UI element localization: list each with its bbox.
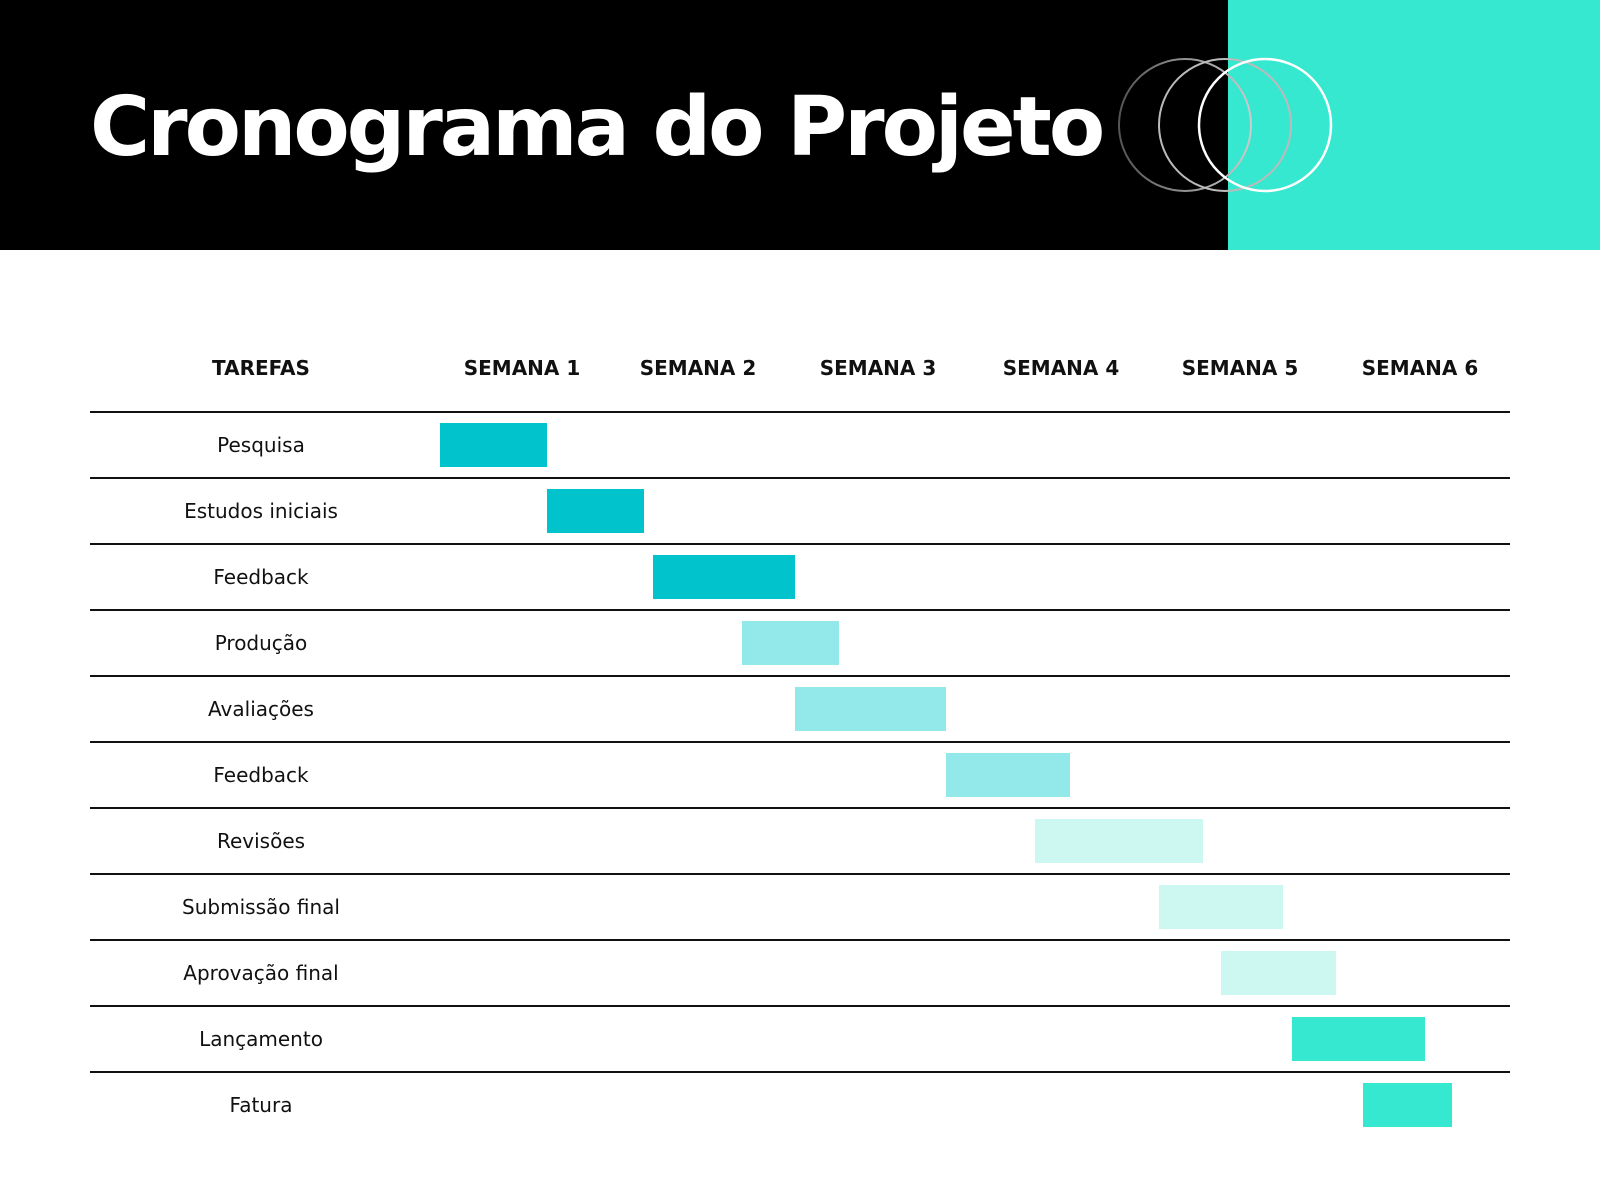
task-label: Feedback (213, 763, 309, 787)
task-label: Produção (214, 631, 308, 655)
task-label: Avaliações (208, 697, 314, 721)
page-title: Cronograma do Projeto (90, 80, 1103, 175)
row-separator (90, 609, 1510, 611)
task-label: Estudos iniciais (184, 499, 338, 523)
task-label: Lançamento (199, 1027, 323, 1051)
task-bar (440, 423, 547, 467)
week-header: SEMANA 6 (1361, 356, 1479, 380)
task-label: Aprovação final (183, 961, 339, 985)
week-header: SEMANA 4 (1002, 356, 1120, 380)
row-separator (90, 741, 1510, 743)
row-separator (90, 543, 1510, 545)
week-header: SEMANA 2 (639, 356, 757, 380)
circle-outline (1159, 59, 1291, 191)
task-bar (653, 555, 795, 599)
task-bar (1363, 1083, 1452, 1127)
week-header: SEMANA 5 (1181, 356, 1299, 380)
task-bar (1035, 819, 1204, 863)
row-separator (90, 477, 1510, 479)
row-separator (90, 1071, 1510, 1073)
task-bar (1159, 885, 1283, 929)
row-separator (90, 939, 1510, 941)
row-separator (90, 1005, 1510, 1007)
week-header: SEMANA 3 (819, 356, 937, 380)
task-label: Feedback (213, 565, 309, 589)
task-bar (946, 753, 1070, 797)
task-bar (742, 621, 840, 665)
row-separator (90, 675, 1510, 677)
circle-outline (1199, 59, 1331, 191)
task-bar (1221, 951, 1336, 995)
task-bar (547, 489, 645, 533)
circle-outline (1119, 59, 1251, 191)
task-bar (1292, 1017, 1425, 1061)
decorative-circles (1115, 50, 1355, 200)
task-label: Revisões (216, 829, 306, 853)
task-label: Fatura (229, 1093, 293, 1117)
row-separator (90, 873, 1510, 875)
task-label: Pesquisa (217, 433, 305, 457)
task-bar (795, 687, 946, 731)
week-header: SEMANA 1 (463, 356, 581, 380)
row-separator (90, 807, 1510, 809)
tasks-column-header: TAREFAS (212, 356, 310, 380)
row-separator (90, 411, 1510, 413)
task-label: Submissão final (182, 895, 340, 919)
